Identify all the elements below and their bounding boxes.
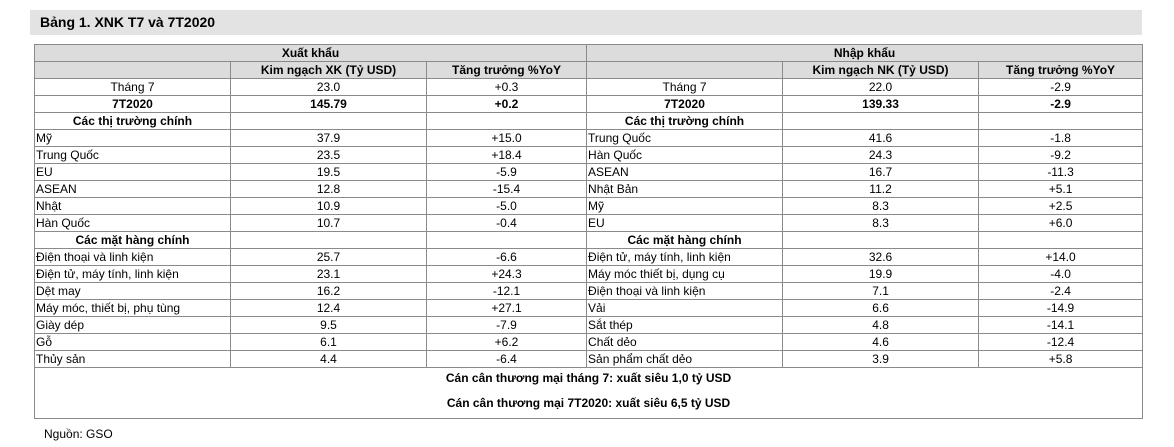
import-growth-header: Tăng trưởng %YoY (979, 62, 1143, 79)
ytd-row (35, 96, 1143, 113)
import-header: Nhập khẩu (587, 45, 1143, 62)
import-item-name: Chất dẻo (587, 334, 783, 351)
export-value-header: Kim ngạch XK (Tỷ USD) (231, 62, 427, 79)
import-month-value: 22.0 (783, 79, 979, 96)
table-row (35, 181, 1143, 198)
import-month-growth: -2.9 (979, 79, 1143, 96)
empty-cell (783, 113, 979, 130)
export-item-value: 23.1 (231, 266, 427, 283)
import-item-name: Vải (587, 300, 783, 317)
export-item-value: 23.5 (231, 147, 427, 164)
table-title: Bảng 1. XNK T7 và 7T2020 (40, 14, 216, 30)
export-item-name: Gỗ (35, 334, 231, 351)
export-item-value: 37.9 (231, 130, 427, 147)
import-ytd-label: 7T2020 (587, 96, 783, 113)
export-item-growth: +15.0 (427, 130, 587, 147)
export-month-growth: +0.3 (427, 79, 587, 96)
import-item-value: 19.9 (783, 266, 979, 283)
import-item-value: 6.6 (783, 300, 979, 317)
export-markets-title: Các thị trường chính (35, 113, 231, 130)
export-item-value: 4.4 (231, 351, 427, 368)
import-item-growth: +5.1 (979, 181, 1143, 198)
import-item-value: 4.8 (783, 317, 979, 334)
export-label-header (35, 62, 231, 79)
export-item-name: Trung Quốc (35, 147, 231, 164)
export-ytd-value: 145.79 (231, 96, 427, 113)
import-item-growth: -11.3 (979, 164, 1143, 181)
export-item-growth: -5.9 (427, 164, 587, 181)
table-row (35, 198, 1143, 215)
goods-title-row (35, 232, 1143, 249)
export-item-growth: -15.4 (427, 181, 587, 198)
import-item-growth: +5.8 (979, 351, 1143, 368)
import-item-value: 3.9 (783, 351, 979, 368)
import-item-value: 11.2 (783, 181, 979, 198)
export-item-growth: +18.4 (427, 147, 587, 164)
balance-ytd: Cán cân thương mại 7T2020: xuất siêu 6,5 tỷ USD (35, 388, 1143, 419)
export-item-value: 25.7 (231, 249, 427, 266)
export-item-value: 12.4 (231, 300, 427, 317)
export-ytd-label: 7T2020 (35, 96, 231, 113)
export-item-value: 12.8 (231, 181, 427, 198)
import-item-name: Điện tử, máy tính, linh kiện (587, 249, 783, 266)
empty-cell (979, 232, 1143, 249)
export-item-value: 10.7 (231, 215, 427, 232)
import-item-growth: -14.9 (979, 300, 1143, 317)
table-title-bar (30, 10, 1142, 35)
import-item-value: 8.3 (783, 198, 979, 215)
import-value-header: Kim ngạch NK (Tỷ USD) (783, 62, 979, 79)
table-row (35, 164, 1143, 181)
empty-cell (979, 113, 1143, 130)
export-item-name: ASEAN (35, 181, 231, 198)
table-row (35, 334, 1143, 351)
markets-title-row (35, 113, 1143, 130)
import-item-name: Điện thoại và linh kiện (587, 283, 783, 300)
trade-table (34, 44, 1143, 419)
import-item-growth: -2.4 (979, 283, 1143, 300)
import-ytd-growth: -2.9 (979, 96, 1143, 113)
export-item-growth: -5.0 (427, 198, 587, 215)
export-item-value: 16.2 (231, 283, 427, 300)
table-row (35, 266, 1143, 283)
section-header-row (35, 45, 1143, 62)
source-note: Nguồn: GSO (44, 427, 113, 441)
import-item-value: 24.3 (783, 147, 979, 164)
import-label-header (587, 62, 783, 79)
export-header: Xuất khẩu (35, 45, 587, 62)
export-goods-title: Các mặt hàng chính (35, 232, 231, 249)
month-row (35, 79, 1143, 96)
export-item-growth: -7.9 (427, 317, 587, 334)
import-item-growth: -1.8 (979, 130, 1143, 147)
empty-cell (427, 113, 587, 130)
balance-month: Cán cân thương mại tháng 7: xuất siêu 1,0 tỷ USD (35, 368, 1143, 389)
export-item-name: Nhật (35, 198, 231, 215)
import-item-growth: -4.0 (979, 266, 1143, 283)
table-row (35, 283, 1143, 300)
import-item-name: Hàn Quốc (587, 147, 783, 164)
export-item-growth: -0.4 (427, 215, 587, 232)
export-item-name: Điện tử, máy tính, linh kiện (35, 266, 231, 283)
export-item-name: Hàn Quốc (35, 215, 231, 232)
table-row (35, 147, 1143, 164)
export-item-name: Máy móc, thiết bị, phụ tùng (35, 300, 231, 317)
table-row (35, 300, 1143, 317)
balance-month-row (35, 368, 1143, 389)
export-item-growth: -6.4 (427, 351, 587, 368)
export-item-value: 6.1 (231, 334, 427, 351)
import-ytd-value: 139.33 (783, 96, 979, 113)
import-item-growth: +2.5 (979, 198, 1143, 215)
table-row (35, 351, 1143, 368)
empty-cell (427, 232, 587, 249)
import-item-value: 32.6 (783, 249, 979, 266)
import-item-name: Sắt thép (587, 317, 783, 334)
empty-cell (783, 232, 979, 249)
import-item-value: 41.6 (783, 130, 979, 147)
export-item-growth: +27.1 (427, 300, 587, 317)
import-item-name: ASEAN (587, 164, 783, 181)
export-item-name: Dệt may (35, 283, 231, 300)
import-item-growth: -9.2 (979, 147, 1143, 164)
import-markets-title: Các thị trường chính (587, 113, 783, 130)
import-item-value: 7.1 (783, 283, 979, 300)
import-item-name: Mỹ (587, 198, 783, 215)
import-item-growth: -14.1 (979, 317, 1143, 334)
table-row (35, 249, 1143, 266)
import-item-name: Nhật Bản (587, 181, 783, 198)
empty-cell (231, 232, 427, 249)
export-item-growth: +6.2 (427, 334, 587, 351)
export-item-name: Mỹ (35, 130, 231, 147)
import-goods-title: Các mặt hàng chính (587, 232, 783, 249)
export-item-name: Điện thoại và linh kiện (35, 249, 231, 266)
export-item-growth: -12.1 (427, 283, 587, 300)
export-item-name: Giày dép (35, 317, 231, 334)
export-item-value: 19.5 (231, 164, 427, 181)
import-item-name: Trung Quốc (587, 130, 783, 147)
table-row (35, 317, 1143, 334)
import-item-growth: -12.4 (979, 334, 1143, 351)
empty-cell (231, 113, 427, 130)
table-row (35, 130, 1143, 147)
export-item-name: EU (35, 164, 231, 181)
export-item-name: Thủy sản (35, 351, 231, 368)
export-item-growth: -6.6 (427, 249, 587, 266)
export-item-growth: +24.3 (427, 266, 587, 283)
column-header-row (35, 62, 1143, 79)
import-item-name: EU (587, 215, 783, 232)
export-growth-header: Tăng trưởng %YoY (427, 62, 587, 79)
import-item-value: 4.6 (783, 334, 979, 351)
import-item-growth: +6.0 (979, 215, 1143, 232)
import-item-name: Máy móc thiết bị, dụng cụ (587, 266, 783, 283)
export-item-value: 10.9 (231, 198, 427, 215)
export-month-value: 23.0 (231, 79, 427, 96)
export-ytd-growth: +0.2 (427, 96, 587, 113)
table-row (35, 215, 1143, 232)
import-item-name: Sản phẩm chất dẻo (587, 351, 783, 368)
import-month-label: Tháng 7 (587, 79, 783, 96)
import-item-growth: +14.0 (979, 249, 1143, 266)
import-item-value: 8.3 (783, 215, 979, 232)
balance-ytd-row (35, 388, 1143, 419)
import-item-value: 16.7 (783, 164, 979, 181)
export-month-label: Tháng 7 (35, 79, 231, 96)
export-item-value: 9.5 (231, 317, 427, 334)
